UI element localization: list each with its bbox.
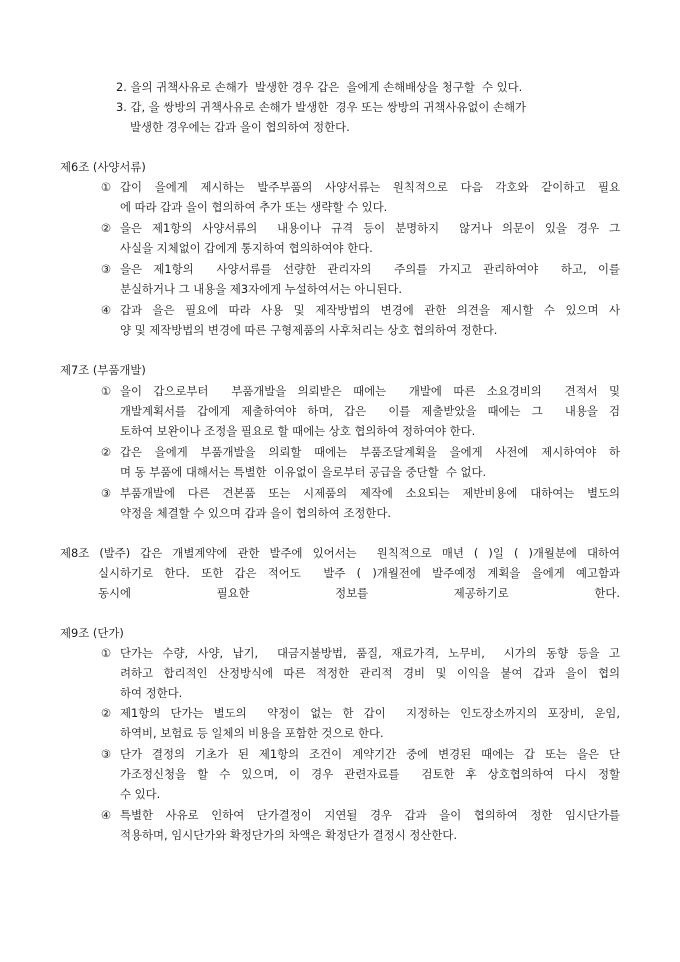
article-7-item-3-line-2: 약정을 체결할 수 있으며 갑과 을이 협의하여 조정한다.	[120, 506, 392, 520]
article-6-item-3-line-2: 분실하거나 그 내용을 제3자에게 누설하여서는 아니된다.	[120, 282, 403, 296]
article-6-item-4-line-2: 양 및 제작방법의 변경에 따른 구형제품의 사후처리는 상호 협의하여 정한다.	[120, 323, 498, 337]
article-6-item-2-line-1: 을은 제1항의 사양서류의 내용이나 규격 등이 분명하지 않거나 의문이 있을 경우 그	[120, 221, 620, 235]
article-8-line-3: 동시에 필요한 정보를 제공하기로 한다.	[98, 586, 620, 600]
article-6-item-1-line-2: 에 따라 갑과 을이 협의하여 추가 또는 생략할 수 있다.	[120, 200, 388, 214]
article-6-item-4-number: ④	[100, 303, 112, 317]
article-7-item-3-line-1: 부품개발에 다른 견본품 또는 시제품의 제작에 소요되는 제반비용에 대하여는 별도의	[120, 486, 620, 500]
article-6-item-1-line-1: 갑이 을에게 제시하는 발주부품의 사양서류는 원칙적으로 다음 각호와 같이하고 필요	[120, 180, 620, 194]
article-8-line-1: 제8조 (발주) 갑은 개별계약에 관한 발주에 있어서는 원칙적으로 매년 ( )일 ( )개월분에 대하여	[60, 546, 620, 560]
article-7-item-1-line-2: 개발계획서를 갑에게 제출하여야 하며, 갑은 이를 제출받았을 때에는 그 내용을 검	[120, 404, 620, 418]
article-7-item-1-line-1: 을이 갑으로부터 부품개발을 의뢰받은 때에는 개발에 따른 소요경비의 견적서 및	[120, 384, 620, 398]
article-9-item-4-number: ④	[100, 808, 112, 822]
article-9-item-2-line-2: 하역비, 보험료 등 일체의 비용을 포함한 것으로 한다.	[120, 726, 384, 740]
article-9-item-3-number: ③	[100, 747, 112, 761]
article-9-item-2-number: ②	[100, 706, 112, 720]
prelude-item-3-cont: 발생한 경우에는 갑과 을이 협의하여 정한다.	[130, 120, 350, 134]
article-6-item-4-line-1: 갑과 을은 필요에 따라 사용 및 제작방법의 변경에 관한 의견을 제시할 수 있으며 사	[120, 303, 620, 317]
article-9-item-4-line-2: 적용하며, 임시단가와 확정단가의 차액은 확정단가 결정시 정산한다.	[120, 828, 458, 842]
article-7-item-2-line-2: 며 동 부품에 대해서는 특별한 이유없이 을로부터 공급을 중단할 수 없다.	[120, 465, 487, 479]
article-7-item-2-number: ②	[100, 445, 112, 459]
prelude-item-3: 3. 갑, 을 쌍방의 귀책사유로 손해가 발생한 경우 또는 쌍방의 귀책사유없이 손해가	[116, 100, 527, 114]
article-6-item-2-line-2: 사실을 지체없이 갑에게 통지하여 협의하여야 한다.	[120, 241, 373, 255]
article-9-item-4-line-1: 특별한 사유로 인하여 단가결정이 지연될 경우 갑과 을이 협의하여 정한 임시단가를	[120, 808, 620, 822]
article-6-item-2-number: ②	[100, 221, 112, 235]
article-9-heading: 제9조 (단가)	[60, 626, 124, 640]
article-9-item-2-line-1: 제1항의 단가는 별도의 약정이 없는 한 갑이 지정하는 인도장소까지의 포장비, 운임,	[120, 706, 620, 720]
prelude-item-2: 2. 을의 귀책사유로 손해가 발생한 경우 갑은 을에게 손해배상을 청구할 수 있다.	[116, 80, 523, 94]
article-7-item-3-number: ③	[100, 486, 112, 500]
article-7-item-2-line-1: 갑은 을에게 부품개발을 의뢰할 때에는 부품조달계획을 을에게 사전에 제시하여야 하	[120, 445, 620, 459]
article-9-item-1-line-3: 하여 정한다.	[120, 686, 183, 700]
article-9-item-3-line-1: 단가 결정의 기초가 된 제1항의 조건이 계약기간 중에 변경된 때에는 갑 또는 을은 단	[120, 747, 620, 761]
article-9-item-1-number: ①	[100, 646, 112, 660]
article-9-item-1-line-1: 단가는 수량, 사양, 납기, 대금지불방법, 품질, 재료가격, 노무비, 시가의 동향 등을 고	[120, 646, 620, 660]
article-6-item-1-number: ①	[100, 180, 112, 194]
article-6-item-3-number: ③	[100, 262, 112, 276]
article-9-item-1-line-2: 려하고 합리적인 산정방식에 따른 적정한 관리적 경비 및 이익을 붙여 갑과 을이 협의	[120, 666, 620, 680]
article-7-item-1-number: ①	[100, 384, 112, 398]
article-7-heading: 제7조 (부품개발)	[60, 363, 146, 377]
article-6-heading: 제6조 (사양서류)	[60, 160, 146, 174]
article-9-item-3-line-3: 수 있다.	[120, 787, 161, 801]
article-7-item-1-line-3: 토하여 보완이나 조정을 필요로 할 때에는 상호 협의하여 정하여야 한다.	[120, 424, 476, 438]
article-6-item-3-line-1: 을은 제1항의 사양서류를 선량한 관리자의 주의를 가지고 관리하여야 하고, 이를	[120, 262, 620, 276]
article-8-line-2: 실시하기로 한다. 또한 갑은 적어도 발주 ( )개월전에 발주예정 계획을 을에게 예고함과	[98, 566, 620, 580]
article-9-item-3-line-2: 가조정신청을 할 수 있으며, 이 경우 관련자료를 검토한 후 상호협의하여 다시 정할	[120, 767, 620, 781]
